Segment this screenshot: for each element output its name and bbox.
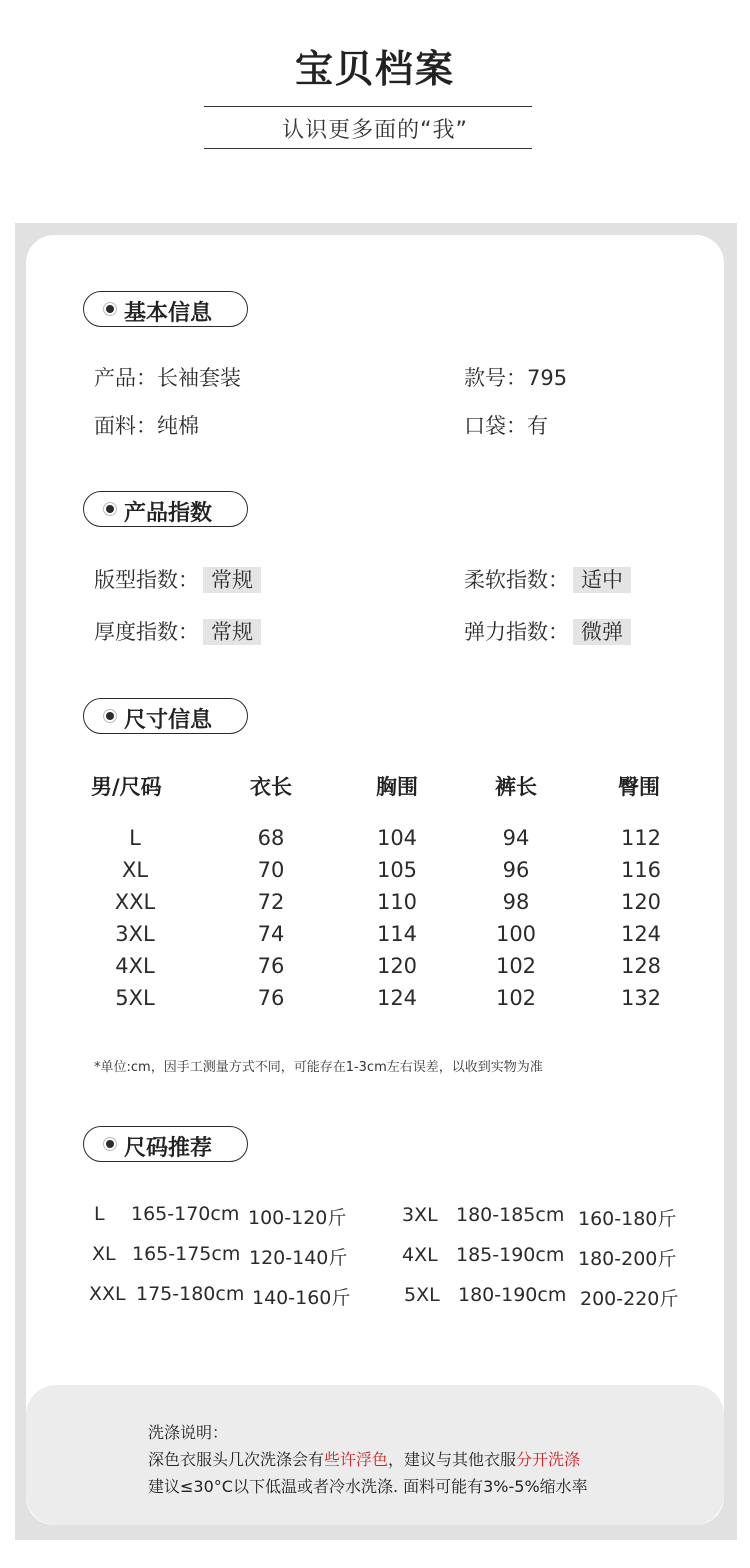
section-pill-size: [83, 698, 248, 734]
size-cell-size: XXL: [114, 890, 156, 914]
recommend-size: L: [94, 1203, 105, 1225]
wash-separate-highlight: 分开洗涤: [516, 1450, 581, 1469]
size-cell-value: 104: [376, 826, 418, 850]
wash-line-1-text: 深色衣服头几次洗涤会有: [148, 1450, 325, 1469]
size-cell-size: L: [129, 826, 141, 850]
recommend-weight: 140-160斤: [252, 1287, 351, 1309]
section-pill-basic: [83, 291, 248, 327]
wash-warning-highlight: 些许浮色: [324, 1450, 389, 1469]
size-cell-size: XL: [121, 858, 149, 882]
recommend-height: 180-190cm: [458, 1284, 567, 1306]
soft-index-row: [464, 564, 631, 594]
section-heading-recommend: 尺码推荐: [124, 1136, 213, 1161]
size-cell-value: 68: [257, 826, 285, 850]
recommend-height: 180-185cm: [456, 1204, 565, 1226]
size-cell-value: 96: [502, 858, 530, 882]
bullet-icon: [106, 505, 114, 513]
thickness-index-value: 常规: [203, 619, 261, 645]
size-cell-value: 76: [257, 954, 285, 978]
size-note: *单位:cm，因手工测量方式不同，可能存在1-3cm左右误差，以收到实物为准: [94, 1060, 543, 1075]
pocket-value: 有: [527, 414, 548, 438]
size-cell-value: 128: [620, 954, 662, 978]
title-divider-top: [204, 106, 532, 107]
style-no-value: 795: [527, 366, 568, 390]
wash-line-2: 建议≤30°C以下低温或者冷水洗涤. 面料可能有3%-5%缩水率: [148, 1477, 588, 1496]
size-cell-size: 5XL: [115, 986, 155, 1010]
section-pill-index: [83, 491, 248, 527]
recommend-height: 165-170cm: [131, 1203, 240, 1225]
product-value: 长袖套装: [157, 366, 241, 390]
wash-line-1: [148, 1447, 580, 1470]
size-cell-value: 70: [257, 858, 285, 882]
title-divider-bottom: [204, 148, 532, 149]
size-cell-value: 124: [376, 986, 418, 1010]
bullet-icon: [106, 1140, 114, 1148]
recommend-size: 3XL: [402, 1204, 438, 1226]
product-row: [94, 362, 241, 392]
size-column-header: 裤长: [495, 775, 537, 799]
recommend-height: 165-175cm: [132, 1243, 241, 1265]
fit-index-label: 版型指数：: [94, 568, 199, 592]
thickness-index-label: 厚度指数：: [94, 620, 199, 644]
size-cell-value: 110: [376, 890, 418, 914]
style-no-label: 款号：: [464, 366, 527, 390]
recommend-size: XXL: [89, 1283, 126, 1305]
section-heading-size: 尺寸信息: [124, 708, 213, 733]
stretch-index-value: 微弹: [573, 619, 631, 645]
wash-title: 洗涤说明：: [148, 1423, 229, 1442]
recommend-size: 4XL: [402, 1244, 438, 1266]
size-cell-value: 114: [376, 922, 418, 946]
style-no-row: [464, 362, 567, 392]
product-label: 产品：: [94, 366, 157, 390]
soft-index-value: 适中: [573, 567, 631, 593]
recommend-weight: 120-140斤: [249, 1247, 348, 1269]
size-cell-value: 74: [257, 922, 285, 946]
fabric-row: [94, 410, 199, 440]
bullet-icon: [106, 712, 114, 720]
fit-index-row: [94, 564, 261, 594]
size-cell-size: 3XL: [115, 922, 155, 946]
recommend-size: 5XL: [404, 1284, 440, 1306]
section-heading-index: 产品指数: [124, 501, 213, 526]
size-cell-value: 102: [495, 986, 537, 1010]
fit-index-value: 常规: [203, 567, 261, 593]
stretch-index-row: [464, 616, 631, 646]
size-cell-value: 120: [620, 890, 662, 914]
page-title: 宝贝档案: [294, 47, 455, 91]
size-cell-value: 105: [376, 858, 418, 882]
fabric-value: 纯棉: [157, 414, 199, 438]
thickness-index-row: [94, 616, 261, 646]
size-cell-value: 76: [257, 986, 285, 1010]
section-heading-basic: 基本信息: [124, 301, 213, 326]
size-cell-value: 98: [502, 890, 530, 914]
page-subtitle: 认识更多面的“我”: [282, 118, 468, 143]
size-column-header: 衣长: [250, 775, 292, 799]
pocket-label: 口袋：: [464, 414, 527, 438]
size-cell-value: 100: [495, 922, 537, 946]
section-pill-recommend: [83, 1126, 248, 1162]
size-cell-value: 120: [376, 954, 418, 978]
size-cell-value: 132: [620, 986, 662, 1010]
size-column-header: 男/尺码: [91, 775, 162, 799]
size-column-header: 臀围: [618, 775, 660, 799]
recommend-weight: 180-200斤: [578, 1248, 677, 1270]
size-column-header: 胸围: [376, 775, 418, 799]
recommend-height: 175-180cm: [136, 1283, 245, 1305]
size-cell-value: 116: [620, 858, 662, 882]
size-cell-value: 94: [502, 826, 530, 850]
wash-line-1-text: ，建议与其他衣服: [388, 1450, 517, 1469]
size-cell-size: 4XL: [115, 954, 155, 978]
recommend-weight: 200-220斤: [580, 1288, 679, 1310]
size-cell-value: 124: [620, 922, 662, 946]
stretch-index-label: 弹力指数：: [464, 620, 569, 644]
recommend-weight: 160-180斤: [578, 1208, 677, 1230]
fabric-label: 面料：: [94, 414, 157, 438]
size-cell-value: 72: [257, 890, 285, 914]
bullet-icon: [106, 305, 114, 313]
recommend-size: XL: [92, 1243, 116, 1265]
recommend-height: 185-190cm: [456, 1244, 565, 1266]
size-cell-value: 102: [495, 954, 537, 978]
recommend-weight: 100-120斤: [248, 1207, 347, 1229]
pocket-row: [464, 410, 548, 440]
size-cell-value: 112: [620, 826, 662, 850]
soft-index-label: 柔软指数：: [464, 568, 569, 592]
